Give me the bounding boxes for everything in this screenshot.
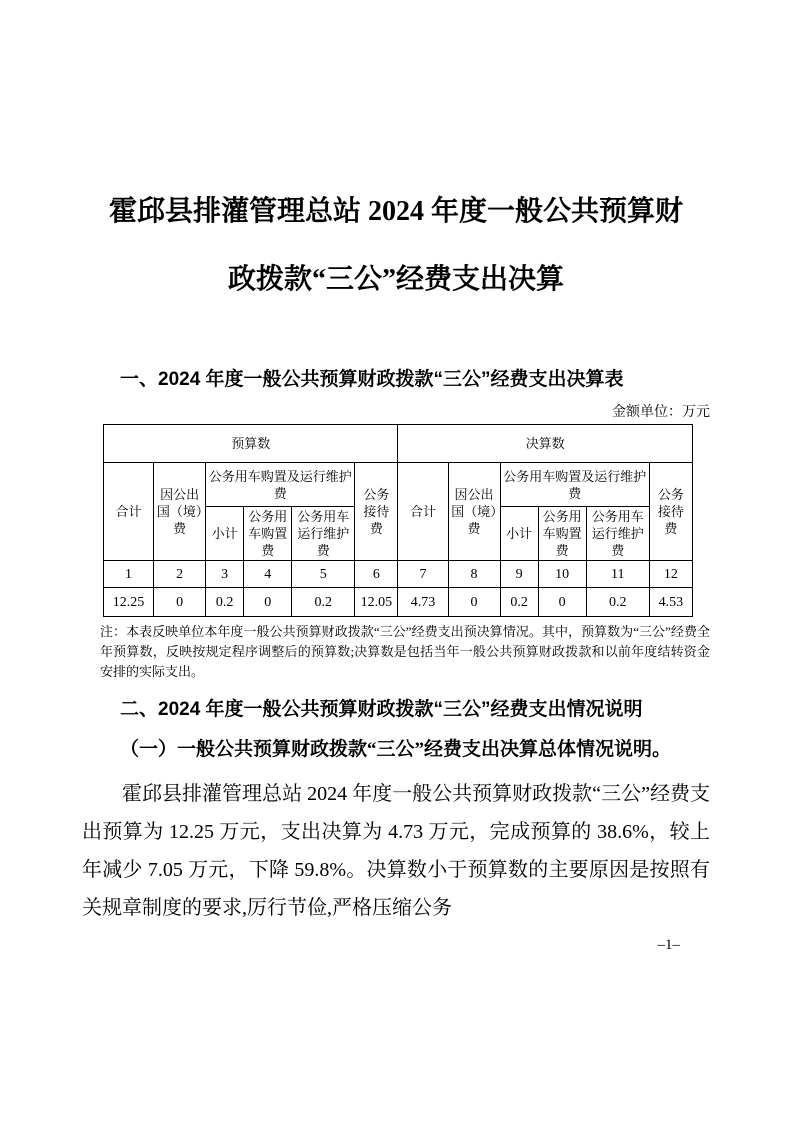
final-reception-value: 4.53	[649, 588, 692, 617]
table-note: 注：本表反映单位本年度一般公共预算财政拨款“三公”经费支出预决算情况。其中，预算数为“三公”经费全年预算数，反映按规定程序调整后的预算数;决算数是包括当年一般公共预算财政拨款和以前年度结转资金安排的实际支出。	[100, 624, 710, 679]
budget-abroad-header: 因公出国（境）费	[154, 463, 206, 561]
column-number: 6	[355, 561, 398, 588]
column-number: 9	[500, 561, 538, 588]
final-group-header: 决算数	[398, 425, 693, 463]
column-number: 4	[244, 561, 292, 588]
budget-vehicle-group-header: 公务用车购置及运行维护费	[206, 463, 355, 507]
column-number: 1	[104, 561, 154, 588]
budget-vehicle-purchase-value: 0	[244, 588, 292, 617]
column-number: 11	[586, 561, 649, 588]
budget-vehicle-maintenance-value: 0.2	[292, 588, 355, 617]
column-number: 12	[649, 561, 692, 588]
column-number: 3	[206, 561, 244, 588]
table-header-row-upper	[104, 463, 693, 507]
page-number: –1–	[657, 937, 680, 953]
final-vehicle-subtotal-header: 小计	[500, 507, 538, 561]
final-total-header: 合计	[398, 463, 448, 561]
final-vehicle-purchase-value: 0	[538, 588, 586, 617]
column-number: 7	[398, 561, 448, 588]
budget-total-header: 合计	[104, 463, 154, 561]
budget-abroad-value: 0	[154, 588, 206, 617]
section1-heading: 一、2024 年度一般公共预算财政拨款“三公”经费支出决算表	[120, 369, 624, 390]
document-title-line2: 政拨款“三公”经费支出决算	[227, 264, 564, 295]
budget-group-header: 预算数	[104, 425, 398, 463]
budget-vehicle-purchase-header: 公务用车购置费	[244, 507, 292, 561]
budget-vehicle-subtotal-value: 0.2	[206, 588, 244, 617]
budget-reception-value: 12.05	[355, 588, 398, 617]
column-number: 5	[292, 561, 355, 588]
subsection1-heading: （一）一般公共预算财政拨款“三公”经费支出决算总体情况说明。	[120, 739, 672, 760]
budget-reception-header: 公务接待费	[355, 463, 398, 561]
final-vehicle-subtotal-value: 0.2	[500, 588, 538, 617]
column-number: 2	[154, 561, 206, 588]
final-vehicle-purchase-header: 公务用车购置费	[538, 507, 586, 561]
table-group-header-row	[104, 425, 693, 463]
final-abroad-value: 0	[448, 588, 500, 617]
body-paragraph-1: 霍邱县排灌管理总站 2024 年度一般公共预算财政拨款“三公”经费支出预算为 12.25 万元，支出决算为 4.73 万元，完成预算的 38.6%，较上年减少 7.05 万元，下降 59.8%。决算数小于预算数的主要原因是按照有关规章制度的要求,厉行节俭,严格压缩公务	[82, 783, 710, 919]
document-title-line1: 霍邱县排灌管理总站 2024 年度一般公共预算财	[108, 196, 683, 227]
column-number-row	[104, 561, 693, 588]
final-vehicle-maintenance-header: 公务用车运行维护费	[586, 507, 649, 561]
final-total-value: 4.73	[398, 588, 448, 617]
section2-heading: 二、2024 年度一般公共预算财政拨款“三公”经费支出情况说明	[120, 699, 643, 720]
amount-unit-label: 金额单位：万元	[612, 405, 710, 420]
column-number: 10	[538, 561, 586, 588]
column-number: 8	[448, 561, 500, 588]
final-abroad-header: 因公出国（境）费	[448, 463, 500, 561]
final-vehicle-group-header: 公务用车购置及运行维护费	[500, 463, 649, 507]
final-vehicle-maintenance-value: 0.2	[586, 588, 649, 617]
budget-vehicle-maintenance-header: 公务用车运行维护费	[292, 507, 355, 561]
budget-vehicle-subtotal-header: 小计	[206, 507, 244, 561]
final-reception-header: 公务接待费	[649, 463, 692, 561]
three-public-funds-table	[103, 424, 693, 617]
document-title	[82, 178, 710, 314]
value-row	[104, 588, 693, 617]
budget-total-value: 12.25	[104, 588, 154, 617]
